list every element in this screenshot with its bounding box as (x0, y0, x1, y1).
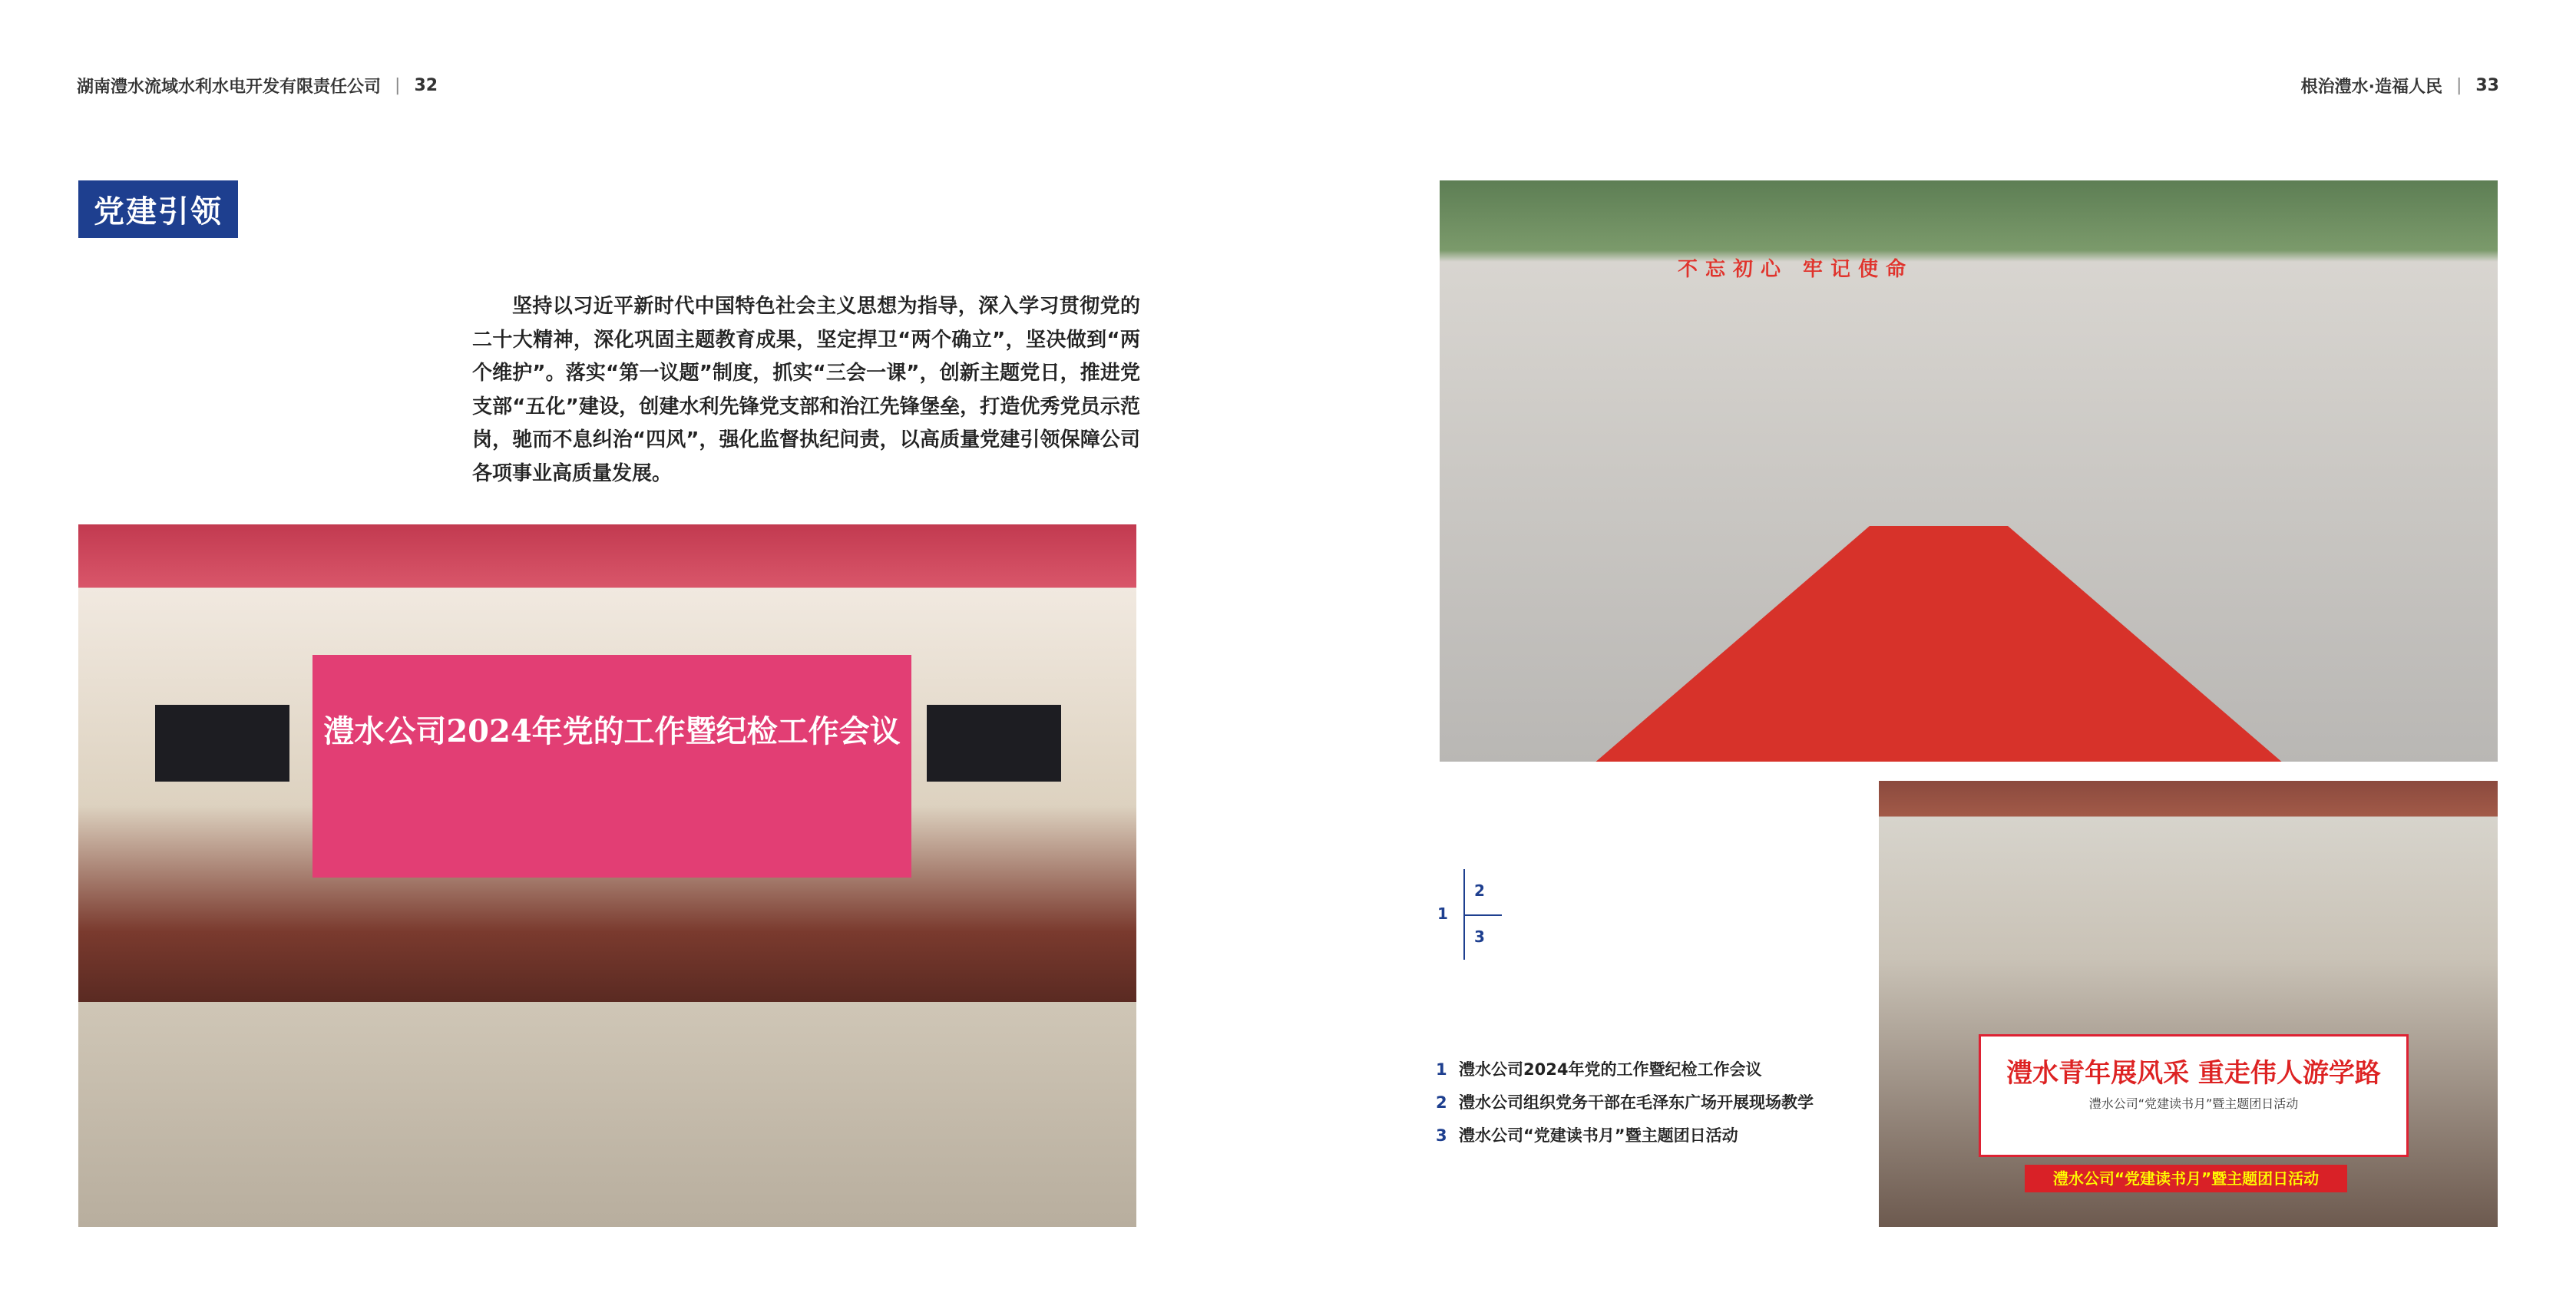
index-3: 3 (1474, 927, 1485, 946)
caption-text: 澧水公司2024年党的工作暨纪检工作会议 (1459, 1060, 1762, 1079)
header-right (2301, 74, 2499, 98)
header-left (77, 74, 438, 98)
page-number: 32 (414, 76, 438, 95)
square-banner: 不忘初心 牢记使命 (1678, 258, 1914, 281)
page-number: 33 (2475, 76, 2499, 95)
company-name: 湖南澧水流域水利水电开发有限责任公司 (77, 78, 382, 97)
divider (1463, 914, 1502, 916)
tv-screen (155, 705, 289, 782)
photo-youth-activity (1879, 781, 2498, 1227)
photo-layout-index (1434, 869, 1511, 961)
meeting-banner: 澧水公司2024年党的工作暨纪检工作会议 (312, 655, 911, 878)
body-paragraph: 坚持以习近平新时代中国特色社会主义思想为指导，深入学习贯彻党的二十大精神，深化巩固主题教育成果，坚定捍卫“两个确立”，坚决做到“两个维护”。落实“第一议题”制度，抓实“三会一课”，创新主题党日，推进党支部“五化”建设，创建水利先锋党支部和治江先锋堡垒，打造优秀党员示范岗，驰而不息纠治“四风”，强化监督执纪问责，以高质量党建引领保障公司各项事业高质量发展。 (472, 295, 1140, 485)
board-title: 澧水青年展风采 重走伟人游学路 (2006, 1058, 2381, 1089)
tv-screen (927, 705, 1061, 782)
caption-text: 澧水公司组织党务干部在毛泽东广场开展现场教学 (1459, 1093, 1814, 1112)
section-title: 党建引领 (78, 180, 238, 238)
index-1: 1 (1437, 904, 1448, 923)
caption-item (1436, 1086, 1814, 1119)
slogan: 根治澧水·造福人民 (2300, 78, 2442, 97)
divider: | (395, 76, 401, 95)
photo-meeting (78, 524, 1136, 1227)
caption-number: 3 (1436, 1126, 1447, 1145)
index-2: 2 (1474, 881, 1485, 900)
photo-square-ceremony (1440, 180, 2498, 762)
caption-text: 澧水公司“党建读书月”暨主题团日活动 (1459, 1126, 1738, 1145)
caption-number: 1 (1436, 1060, 1447, 1079)
caption-item (1436, 1119, 1814, 1152)
caption-number: 2 (1436, 1093, 1447, 1112)
activity-board (1979, 1034, 2409, 1157)
photo-captions (1436, 1053, 1814, 1152)
divider: | (2455, 76, 2462, 95)
board-subtitle: 澧水公司“党建读书月”暨主题团日活动 (2088, 1096, 2299, 1111)
red-carpet (1593, 526, 2284, 762)
caption-item (1436, 1053, 1814, 1086)
activity-strip: 澧水公司“党建读书月”暨主题团日活动 (2025, 1165, 2347, 1192)
